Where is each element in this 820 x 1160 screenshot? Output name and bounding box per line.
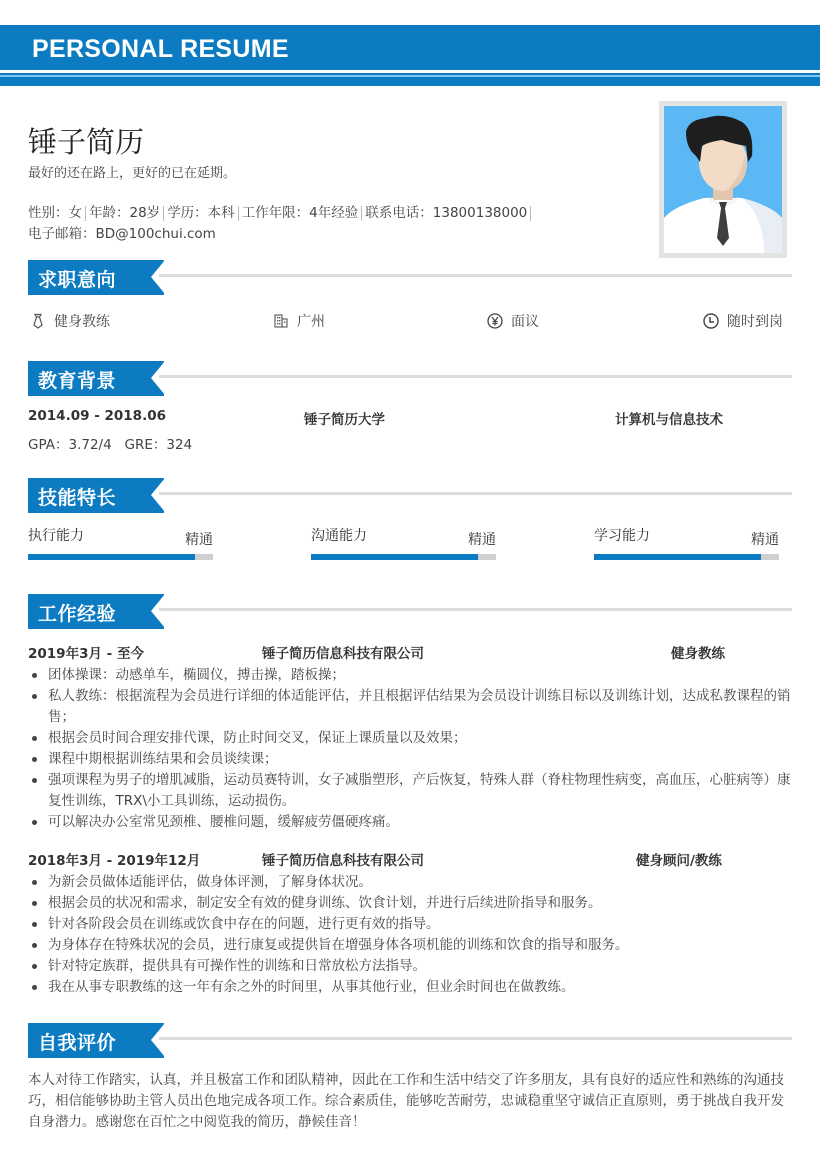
section-tag bbox=[28, 361, 164, 396]
section-header-intent bbox=[28, 260, 792, 295]
list-item: 强项课程为男子的增肌减脂，运动员赛特训，女子减脂塑形，产后恢复，特殊人群（脊柱物理性病变，高血压，心脏病等）康复性训练，TRX\小工具训练，运动损伤。 bbox=[28, 770, 794, 812]
section-tag bbox=[28, 478, 164, 513]
skill-progress-fill bbox=[28, 554, 195, 560]
header-banner bbox=[0, 25, 820, 86]
info-degree: 学历：本科 bbox=[167, 205, 235, 221]
skill-name: 执行能力 bbox=[28, 528, 84, 544]
list-item: 根据会员时间合理安排代课，防止时间交叉，保证上课质量以及效果； bbox=[28, 728, 794, 749]
intent-salary-label: 面议 bbox=[511, 314, 539, 330]
info-email: 电子邮箱：BD@100chui.com bbox=[28, 226, 216, 242]
yen-icon bbox=[487, 313, 503, 329]
info-age: 年龄：28岁 bbox=[89, 205, 161, 221]
education-scores: GPA：3.72/4 GRE：324 bbox=[28, 437, 193, 453]
section-header-work bbox=[28, 594, 792, 629]
skill-progress-fill bbox=[594, 554, 761, 560]
work-title: 健身顾问/教练 bbox=[636, 853, 722, 869]
list-item: 根据会员的状况和需求，制定安全有效的健身训练、饮食计划，并进行后续进阶指导和服务。 bbox=[28, 893, 794, 914]
separator bbox=[163, 206, 164, 221]
section-tag bbox=[28, 260, 164, 295]
motto: 最好的还在路上，更好的已在延期。 bbox=[28, 166, 237, 181]
intent-position bbox=[30, 311, 110, 331]
section-tag bbox=[28, 594, 164, 629]
list-item: 为新会员做体适能评估，做身体评测，了解身体状况。 bbox=[28, 872, 794, 893]
clock-icon bbox=[703, 313, 719, 329]
section-tag bbox=[28, 1023, 164, 1058]
skill-level: 精通 bbox=[751, 532, 779, 548]
skill-progress-bar bbox=[28, 554, 213, 560]
section-title: 工作经验 bbox=[38, 603, 117, 625]
work-duties-list bbox=[28, 872, 794, 998]
list-item: 针对特定族群，提供具有可操作性的训练和日常放松方法指导。 bbox=[28, 956, 794, 977]
education-period: 2014.09 - 2018.06 bbox=[28, 408, 166, 424]
list-item: 可以解决办公室常见颈椎、腰椎问题，缓解疲劳僵硬疼痛。 bbox=[28, 812, 794, 833]
skill-name: 沟通能力 bbox=[311, 528, 367, 544]
section-title: 自我评价 bbox=[38, 1032, 117, 1054]
profile-photo bbox=[659, 101, 787, 258]
banner-divider-accent bbox=[0, 75, 820, 77]
intent-position-label: 健身教练 bbox=[54, 314, 110, 330]
separator bbox=[238, 206, 239, 221]
list-item: 为身体存在特殊状况的会员，进行康复或提供旨在增强身体各项机能的训练和饮食的指导和服务。 bbox=[28, 935, 794, 956]
list-item: 课程中期根据训练结果和会员谈续课； bbox=[28, 749, 794, 770]
section-divider bbox=[159, 274, 792, 277]
banner-title: PERSONAL RESUME bbox=[32, 35, 289, 63]
section-title: 教育背景 bbox=[38, 370, 117, 392]
education-school: 锤子简历大学 bbox=[304, 412, 385, 428]
info-experience: 工作年限：4年经验 bbox=[241, 205, 359, 221]
banner-divider bbox=[0, 70, 820, 73]
intent-availability-label: 随时到岗 bbox=[727, 314, 783, 330]
work-title: 健身教练 bbox=[671, 646, 725, 662]
candidate-name: 锤子简历 bbox=[28, 125, 145, 159]
separator bbox=[530, 206, 531, 221]
info-phone: 联系电话：13800138000 bbox=[365, 205, 528, 221]
section-divider bbox=[159, 492, 792, 495]
skill-level: 精通 bbox=[468, 532, 496, 548]
section-title: 求职意向 bbox=[38, 269, 117, 291]
building-icon bbox=[273, 313, 289, 329]
separator bbox=[85, 206, 86, 221]
intent-salary bbox=[487, 311, 539, 331]
intent-availability bbox=[703, 311, 783, 331]
skill-progress-bar bbox=[594, 554, 779, 560]
section-header-skills bbox=[28, 478, 792, 513]
work-period: 2019年3月 - 至今 bbox=[28, 646, 144, 662]
skill-name: 学习能力 bbox=[594, 528, 650, 544]
skill-progress-bar bbox=[311, 554, 496, 560]
avatar bbox=[664, 106, 782, 253]
separator bbox=[361, 206, 362, 221]
list-item: 针对各阶段会员在训练或饮食中存在的问题，进行更有效的指导。 bbox=[28, 914, 794, 935]
section-divider bbox=[159, 375, 792, 378]
list-item: 我在从事专职教练的这一年有余之外的时间里，从事其他行业，但业余时间也在做教练。 bbox=[28, 977, 794, 998]
section-divider bbox=[159, 1037, 792, 1040]
list-item: 私人教练：根据流程为会员进行详细的体适能评估，并且根据评估结果为会员设计训练目标以及训练计划，达成私教课程的销售； bbox=[28, 686, 794, 728]
work-company: 锤子简历信息科技有限公司 bbox=[262, 853, 424, 869]
avatar-illustration-icon bbox=[664, 106, 782, 253]
basic-info bbox=[28, 201, 534, 221]
tie-icon bbox=[30, 313, 46, 329]
section-header-evaluation bbox=[28, 1023, 792, 1058]
skill-level: 精通 bbox=[185, 532, 213, 548]
info-gender: 性别：女 bbox=[28, 205, 82, 221]
work-duties-list bbox=[28, 665, 794, 833]
section-header-education bbox=[28, 361, 792, 396]
work-period: 2018年3月 - 2019年12月 bbox=[28, 853, 201, 869]
self-evaluation-text: 本人对待工作踏实，认真，并且极富工作和团队精神，因此在工作和生活中结交了许多朋友，具有良好的适应性和熟练的沟通技巧，相信能够协助主管人员出色地完成各项工作。综合素质佳，能够吃苦耐劳，忠诚稳重坚守诚信正直原则，勇于挑战自我开发自身潜力。感谢您在百忙之中阅览我的简历，静候佳音！ bbox=[28, 1072, 784, 1130]
section-divider bbox=[159, 608, 792, 611]
skill-progress-fill bbox=[311, 554, 478, 560]
intent-city-label: 广州 bbox=[297, 314, 325, 330]
intent-city bbox=[273, 311, 325, 331]
education-major: 计算机与信息技术 bbox=[615, 412, 723, 428]
list-item: 团体操课：动感单车，椭圆仪，搏击操，踏板操； bbox=[28, 665, 794, 686]
work-company: 锤子简历信息科技有限公司 bbox=[262, 646, 424, 662]
section-title: 技能特长 bbox=[38, 487, 117, 509]
